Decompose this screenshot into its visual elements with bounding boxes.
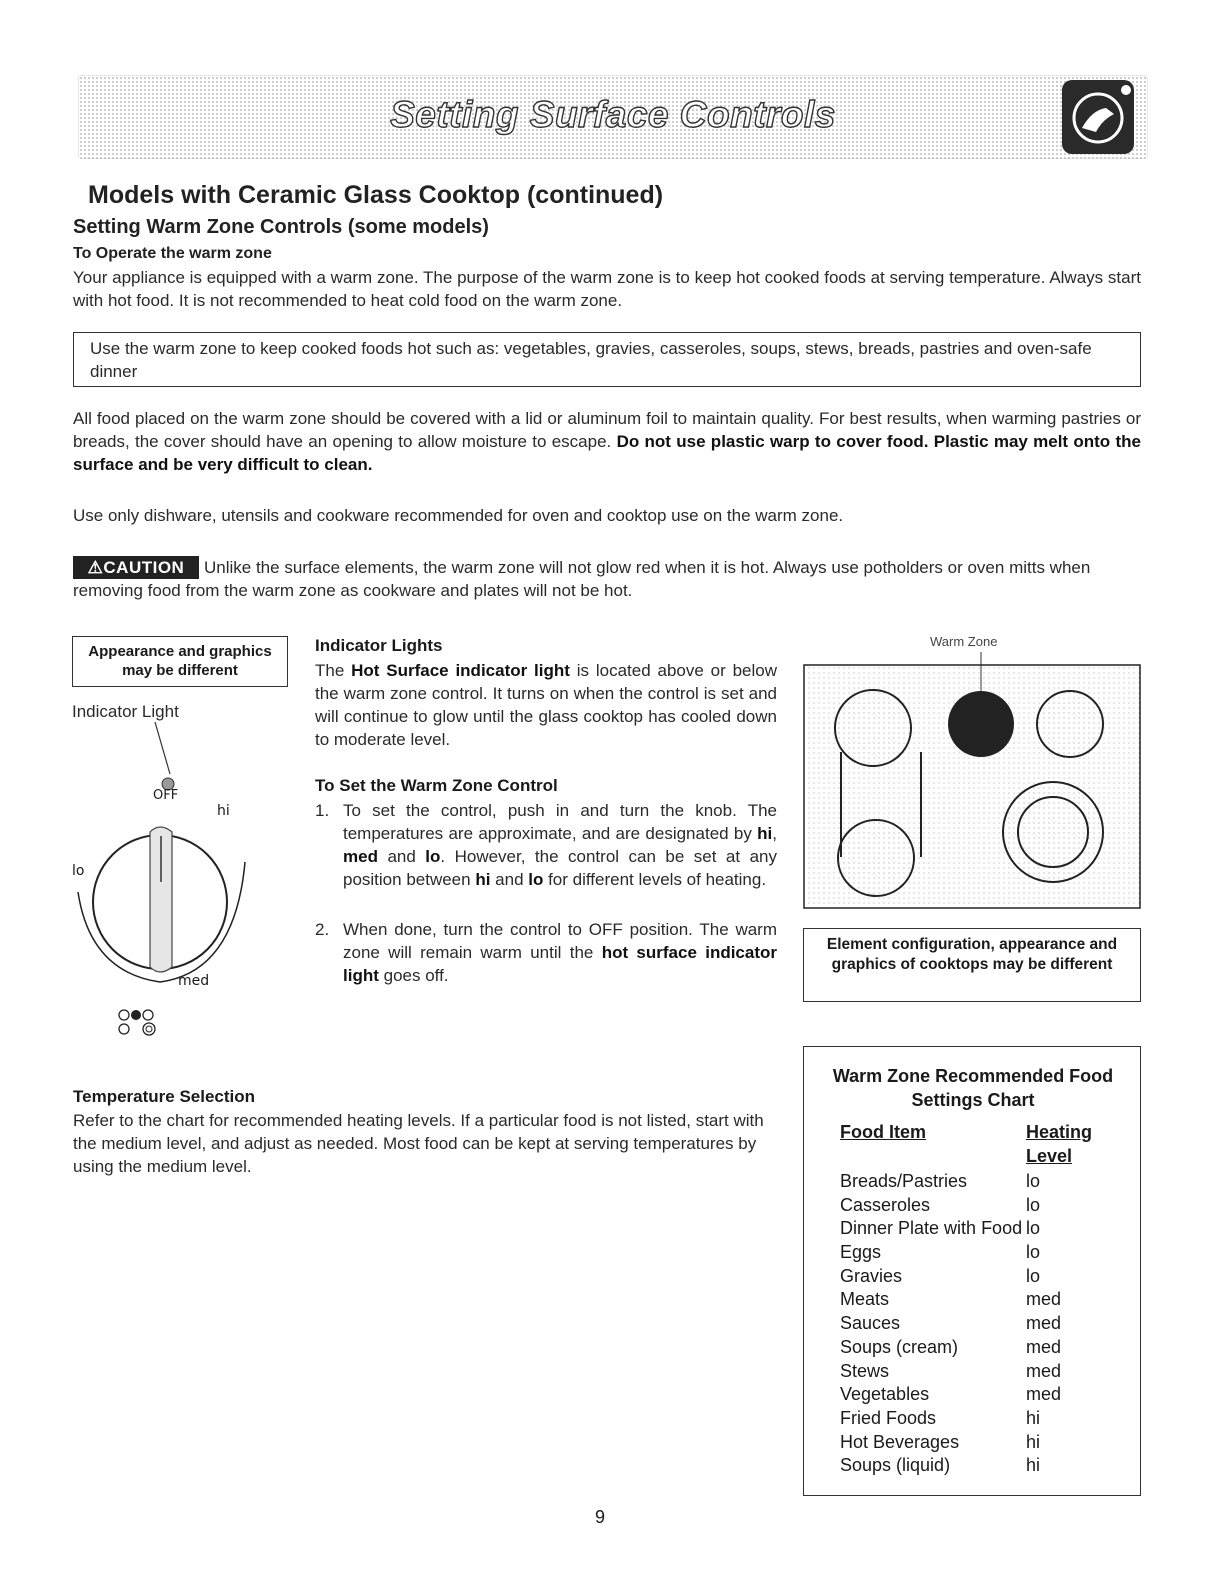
food-item-cell: Casseroles	[840, 1194, 931, 1215]
knob-off-label: OFF	[153, 788, 179, 803]
cooktop-caption: Element configuration, appearance and graphics of cooktops may be different	[803, 928, 1141, 1002]
food-item-cell: Stews	[840, 1360, 890, 1381]
food-item-cell: Soups (liquid)	[840, 1455, 951, 1476]
header-title: Setting Surface Controls	[390, 94, 836, 135]
food-settings-chart	[803, 1046, 1141, 1496]
indicator-light-label: Indicator Light	[72, 702, 179, 721]
intro-paragraph: Your appliance is equipped with a warm zone. The purpose of the warm zone is to keep hot cooked foods at serving temperature. Always start with hot food. It is not recommended to heat cold food on the warm zone.	[73, 268, 1141, 310]
heating-level-cell: lo	[1026, 1194, 1041, 1215]
heating-level-cell: lo	[1026, 1218, 1041, 1239]
heating-level-cell: med	[1026, 1384, 1062, 1405]
food-item-cell: Eggs	[840, 1242, 882, 1263]
temp-selection-title: Temperature Selection	[73, 1087, 256, 1106]
heating-level-header-2: Level	[1026, 1146, 1073, 1166]
food-item-header: Food Item	[840, 1122, 926, 1142]
heating-level-cell: med	[1026, 1336, 1062, 1357]
caution-label: CAUTION	[103, 558, 185, 577]
table-row	[840, 1383, 1130, 1407]
step-1-text: To set the control, push in and turn the knob. The temperatures are approximate, and are designated by hi, med and lo. However, the control can be set at any position between hi and lo for different levels of heating.	[343, 801, 777, 889]
food-item-cell: Hot Beverages	[840, 1431, 960, 1452]
usage-note-text: Use the warm zone to keep cooked foods hot such as: vegetables, gravies, casseroles, soups, stews, breads, pastries and oven-safe dinner	[90, 339, 1092, 381]
temp-selection-text: Refer to the chart for recommended heating levels. If a particular food is not listed, start with the medium level, and adjust as needed. Most food can be kept at serving temperatures by using the medium level.	[73, 1111, 764, 1176]
heating-level-cell: lo	[1026, 1265, 1041, 1286]
knob-med-label: med	[178, 973, 210, 989]
burner-left-front	[838, 820, 914, 896]
cover-text: All food placed on the warm zone should be covered with a lid or aluminum foil to maintain quality. For best results, when warming pastries or breads, the cover should have an opening to allow moisture to escape.	[73, 409, 1141, 451]
food-item-cell: Gravies	[840, 1265, 903, 1286]
heating-level-cell: hi	[1026, 1455, 1041, 1476]
burner-right-rear	[1037, 691, 1103, 757]
step-2-number: 2.	[315, 920, 330, 939]
table-row	[840, 1336, 1130, 1360]
dishware-paragraph: Use only dishware, utensils and cookware recommended for oven and cooktop use on the warm zone.	[73, 506, 844, 525]
food-item-cell: Meats	[840, 1289, 890, 1310]
step-1-number: 1.	[315, 801, 330, 820]
page-number: 9	[595, 1507, 606, 1527]
food-item-cell: Soups (cream)	[840, 1336, 959, 1357]
knob-illustration	[70, 722, 270, 1052]
table-row	[840, 1454, 1130, 1478]
header-banner	[78, 75, 1148, 159]
heating-level-cell: med	[1026, 1313, 1062, 1334]
heating-level-cell: lo	[1026, 1242, 1041, 1263]
usage-note-box	[73, 332, 1141, 387]
warm-zone-element	[948, 691, 1014, 757]
indicator-lights-title: Indicator Lights	[315, 636, 443, 655]
appearance-note: Appearance and graphics may be different	[72, 636, 288, 687]
table-row	[840, 1431, 1130, 1455]
cooking-hand-icon	[1062, 80, 1134, 154]
warm-zone-label: Warm Zone	[930, 634, 998, 649]
chart-title: Warm Zone Recommended Food Settings Chart	[832, 1066, 1114, 1110]
burner-left-rear	[835, 690, 911, 766]
cooktop-diagram	[803, 652, 1141, 912]
knob-lo-label: lo	[72, 863, 85, 879]
food-item-cell: Dinner Plate with Food	[840, 1218, 1023, 1239]
table-row	[840, 1217, 1130, 1241]
food-item-cell: Fried Foods	[840, 1407, 937, 1428]
table-row	[840, 1407, 1130, 1431]
table-row	[840, 1360, 1130, 1384]
table-row	[840, 1288, 1130, 1312]
knob-hi-label: hi	[217, 803, 230, 819]
heating-level-cell: med	[1026, 1289, 1062, 1310]
table-row	[840, 1241, 1130, 1265]
cover-warning: Do not use plastic warp to cover food. Plastic may melt onto the surface and be very difficult to clean.	[73, 432, 1141, 474]
heating-level-cell: hi	[1026, 1431, 1041, 1452]
warning-triangle-icon: ⚠	[87, 558, 104, 577]
table-row	[840, 1170, 1130, 1194]
set-control-title: To Set the Warm Zone Control	[315, 776, 558, 795]
heating-level-cell: med	[1026, 1360, 1062, 1381]
step-2-text: When done, turn the control to OFF position. The warm zone will remain warm until the hot surface indicator light goes off.	[343, 920, 778, 985]
heating-level-cell: hi	[1026, 1407, 1041, 1428]
caution-text: Unlike the surface elements, the warm zone will not glow red when it is hot. Always use potholders or oven mitts when removing food from the warm zone as cookware and plates will not be hot.	[73, 558, 1091, 600]
cover-paragraph	[73, 407, 1141, 476]
table-row	[840, 1265, 1130, 1289]
food-item-cell: Sauces	[840, 1313, 901, 1334]
table-row	[840, 1312, 1130, 1336]
heating-level-header-1: Heating	[1026, 1122, 1093, 1142]
operate-heading: To Operate the warm zone	[73, 245, 272, 262]
heating-level-cell: lo	[1026, 1171, 1041, 1191]
table-row	[840, 1194, 1130, 1218]
food-item-cell: Breads/Pastries	[840, 1171, 968, 1191]
subsection-heading: Setting Warm Zone Controls (some models)	[73, 216, 489, 238]
section-heading: Models with Ceramic Glass Cooktop (continued)	[88, 181, 664, 209]
chart-rows	[840, 1170, 1130, 1478]
indicator-lights-text: The Hot Surface indicator light is located above or below the warm zone control. It turns on when the control is set and will continue to glow until the glass cooktop has cooled down to moderate level.	[315, 661, 777, 749]
food-item-cell: Vegetables	[840, 1384, 930, 1405]
